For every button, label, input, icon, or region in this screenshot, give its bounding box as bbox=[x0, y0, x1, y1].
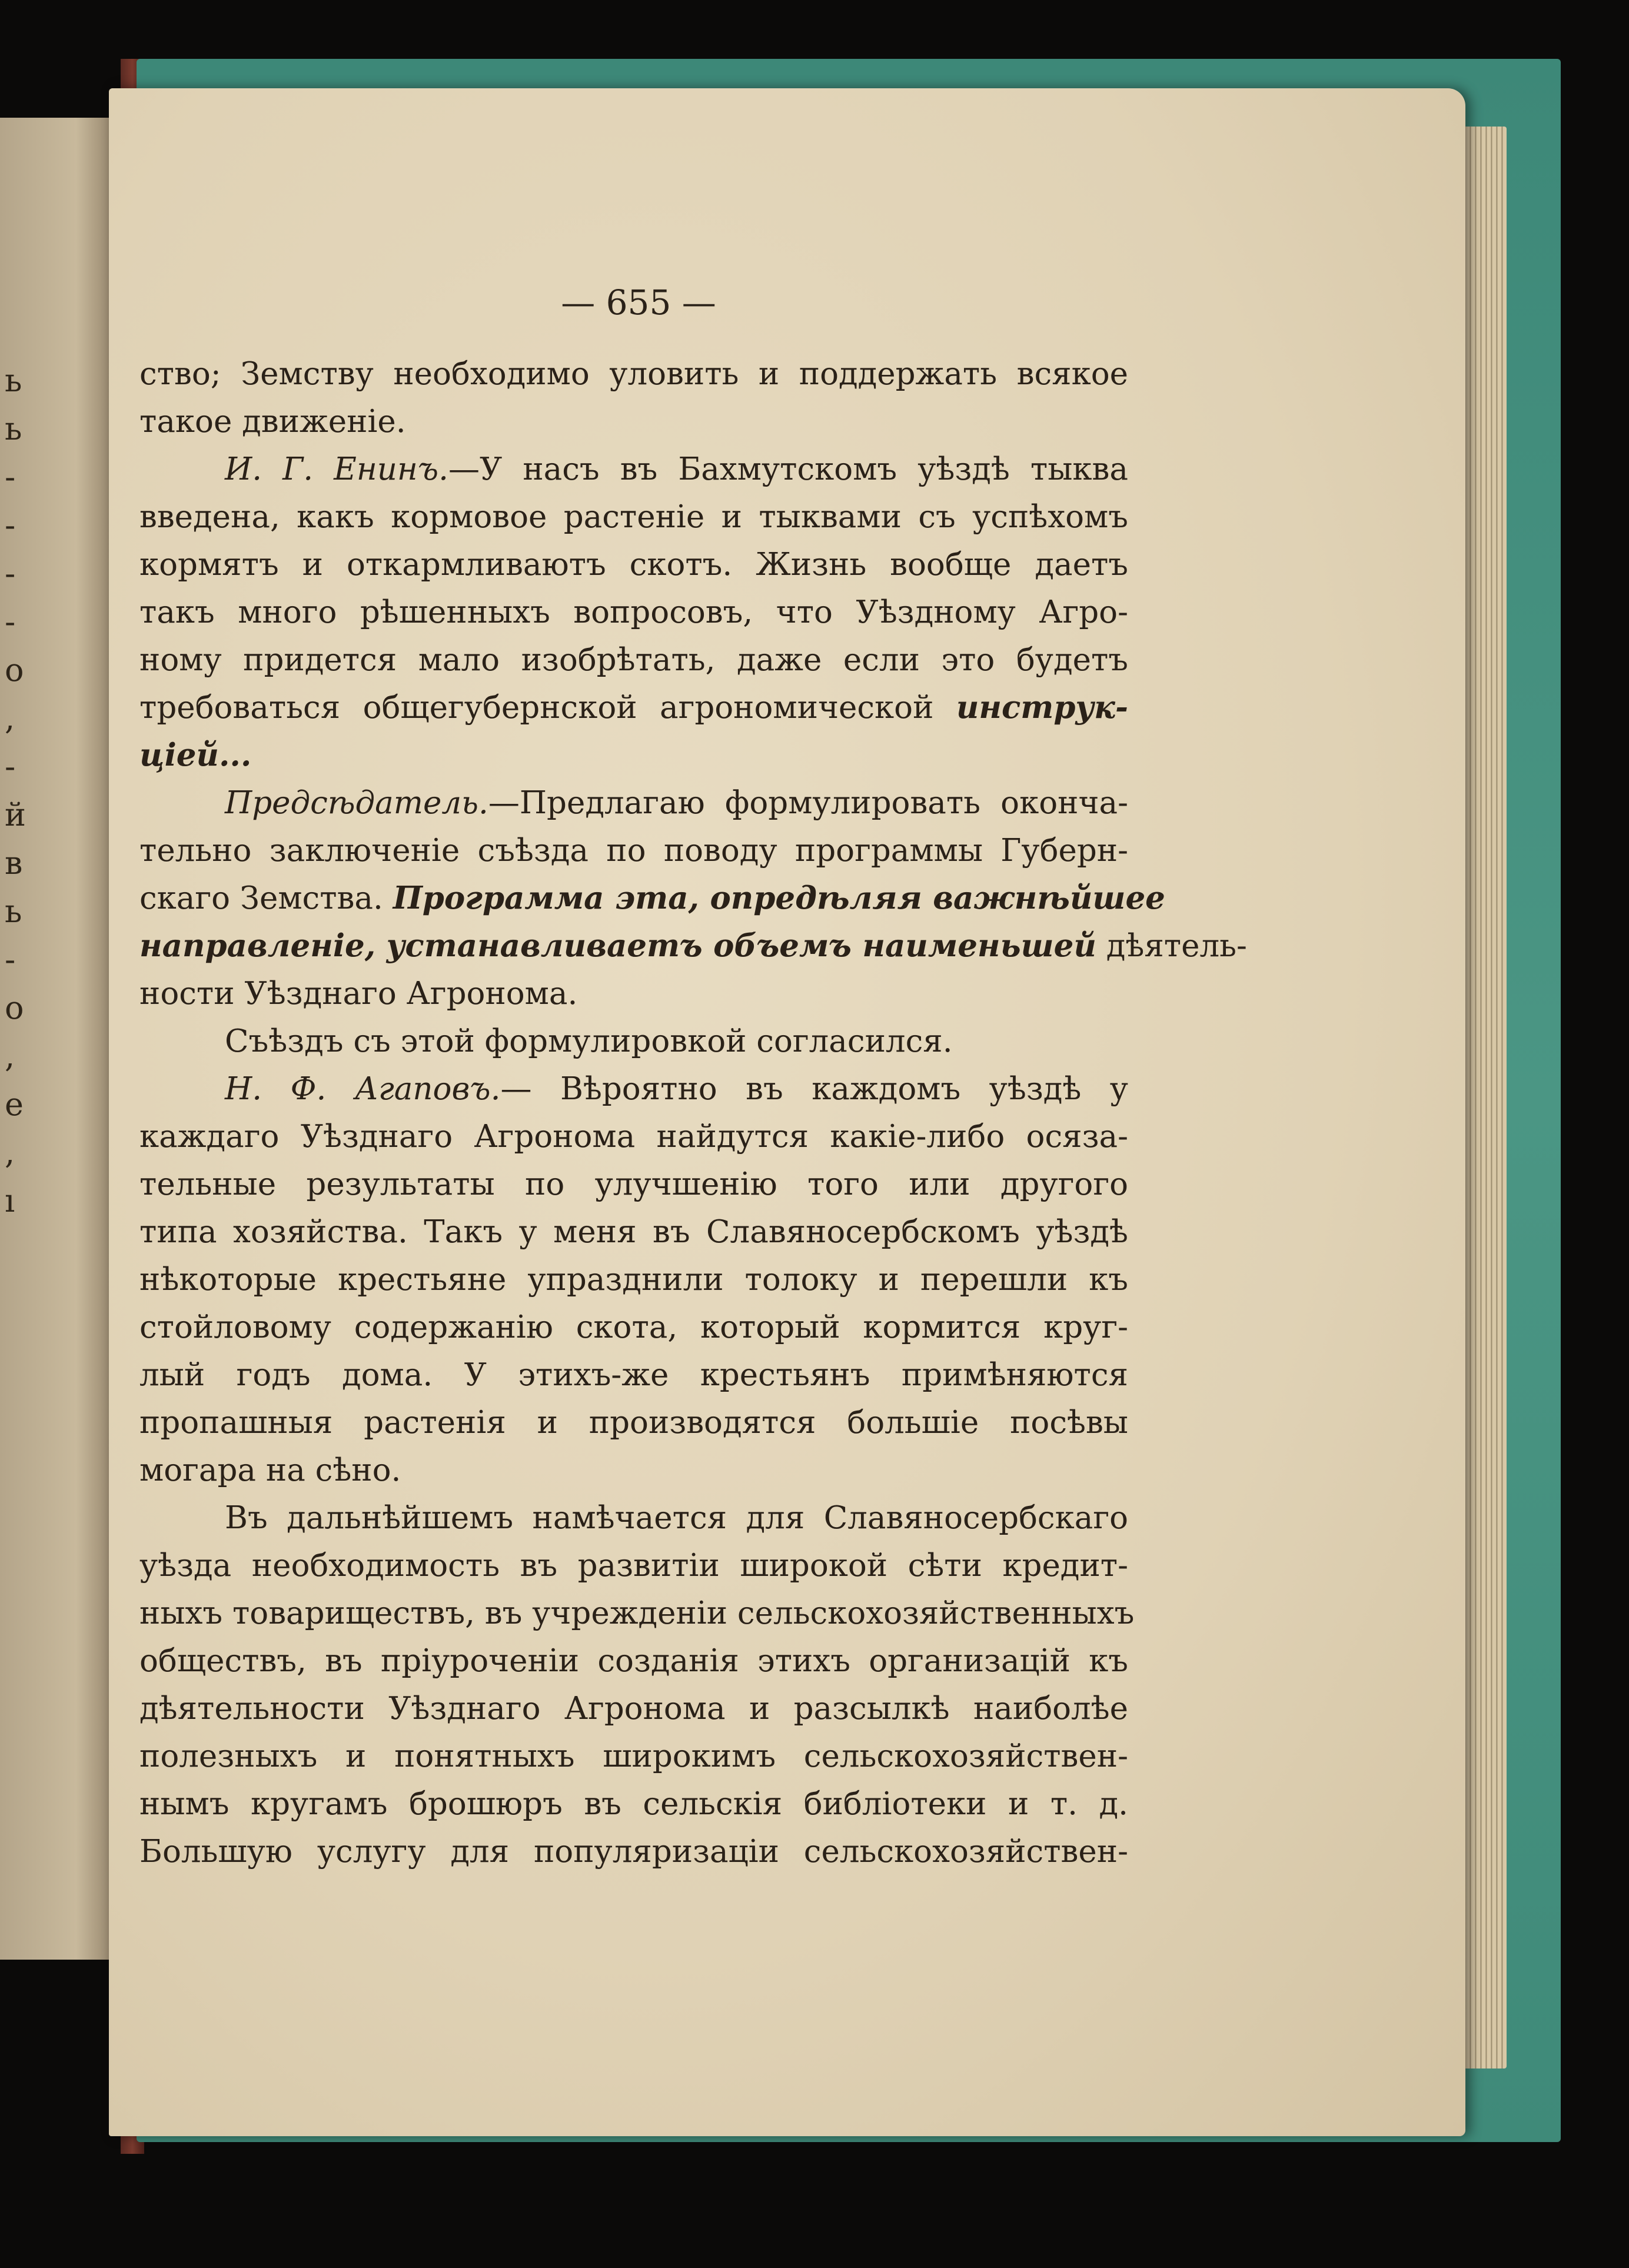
emphasis-segment: Предсѣдатель. bbox=[225, 785, 488, 821]
text-segment: нымъ кругамъ брошюръ въ сельскія библіотеки и т. д. bbox=[139, 1786, 1128, 1822]
text-segment: ности Уѣзднаго Агронома. bbox=[139, 976, 578, 1012]
text-segment: могара на сѣно. bbox=[139, 1452, 401, 1488]
text-line bbox=[139, 398, 1128, 445]
text-segment: Съѣздъ съ этой формулировкой согласился. bbox=[225, 1023, 953, 1059]
text-line bbox=[139, 1160, 1128, 1208]
text-segment: такъ много рѣшенныхъ вопросовъ, что Уѣздному Агро- bbox=[139, 594, 1128, 630]
text-segment: полезныхъ и понятныхъ широкимъ сельскохозяйствен- bbox=[139, 1738, 1128, 1774]
left-page-fragment-char: ь bbox=[5, 893, 22, 930]
emphasis-segment: Н. Ф. Агаповъ. bbox=[225, 1071, 501, 1107]
left-page-fragment-char: ı bbox=[5, 1182, 15, 1219]
text-line bbox=[139, 1732, 1128, 1780]
text-line bbox=[139, 1017, 1128, 1065]
text-segment: — Вѣроятно въ каждомъ уѣздѣ у bbox=[500, 1071, 1128, 1107]
page-number: — 655 — bbox=[561, 282, 716, 322]
paragraph bbox=[139, 350, 1128, 445]
text-segment: дѣятельности Уѣзднаго Агронома и разсылкѣ наиболѣе bbox=[139, 1691, 1128, 1727]
left-page-fragment-char: - bbox=[5, 941, 16, 978]
text-line bbox=[139, 684, 1128, 731]
left-page-fragment-char: ь bbox=[5, 410, 22, 447]
left-page-fragment-char: , bbox=[5, 1134, 15, 1171]
text-line bbox=[139, 779, 1128, 827]
left-page-fragment-char: , bbox=[5, 1037, 15, 1075]
left-page-fragment-char: - bbox=[5, 603, 16, 640]
paragraph bbox=[139, 1017, 1128, 1065]
text-line bbox=[139, 1065, 1128, 1113]
text-segment: нѣкоторые крестьяне упразднили толоку и перешли къ bbox=[139, 1262, 1128, 1298]
text-line bbox=[139, 541, 1128, 588]
paragraph bbox=[139, 779, 1247, 1017]
left-page-fragment-char: - bbox=[5, 507, 16, 544]
text-segment: тельно заключеніе съѣзда по поводу программы Губерн- bbox=[139, 833, 1128, 869]
emphasis-segment: ціей... bbox=[139, 737, 252, 773]
text-line bbox=[139, 1494, 1128, 1542]
text-line bbox=[139, 827, 1128, 874]
text-line bbox=[139, 1637, 1128, 1685]
paragraph bbox=[139, 445, 1128, 779]
text-line bbox=[139, 1446, 1128, 1494]
text-line bbox=[139, 1351, 1128, 1399]
text-line bbox=[139, 493, 1128, 541]
text-segment: типа хозяйства. Такъ у меня въ Славяносербскомъ уѣздѣ bbox=[139, 1214, 1128, 1250]
left-page-fragment-char: ь bbox=[5, 362, 22, 399]
text-line bbox=[139, 1208, 1128, 1256]
page-text bbox=[139, 350, 1247, 1875]
emphasis-segment: И. Г. Енинъ. bbox=[225, 451, 448, 487]
text-segment: требоваться общегубернской агрономической bbox=[139, 690, 956, 726]
text-segment: ныхъ товариществъ, въ учрежденіи сельскохозяйственныхъ bbox=[139, 1595, 1135, 1631]
paragraph bbox=[139, 1065, 1128, 1494]
left-page-fragment-char: е bbox=[5, 1086, 24, 1123]
text-segment: введена, какъ кормовое растеніе и тыквами съ успѣхомъ bbox=[139, 499, 1128, 535]
text-segment: каждаго Уѣзднаго Агронома найдутся какіе-либо осяза- bbox=[139, 1119, 1128, 1155]
left-page-fragment-char: й bbox=[5, 796, 26, 833]
text-line bbox=[139, 970, 1128, 1017]
left-page-fragment-char: - bbox=[5, 555, 16, 592]
text-segment: скаго Земства. bbox=[139, 880, 393, 916]
text-line bbox=[139, 350, 1128, 398]
text-segment: пропашныя растенія и производятся большіе посѣвы bbox=[139, 1405, 1128, 1441]
text-line bbox=[139, 1399, 1128, 1446]
text-segment: лый годъ дома. У этихъ-же крестьянъ примѣняются bbox=[139, 1357, 1128, 1393]
text-line bbox=[139, 588, 1128, 636]
text-line bbox=[139, 1256, 1128, 1303]
text-segment: Въ дальнѣйшемъ намѣчается для Славяносербскаго bbox=[225, 1500, 1128, 1536]
text-line bbox=[139, 1542, 1128, 1589]
text-segment: —Предлагаю формулировать оконча- bbox=[488, 785, 1128, 821]
text-segment: обществъ, въ пріуроченіи созданія этихъ организацій къ bbox=[139, 1643, 1128, 1679]
emphasis-segment: направленіе, устанавливаетъ объемъ наименьшей bbox=[139, 927, 1096, 964]
text-line bbox=[139, 874, 1165, 922]
text-line bbox=[139, 445, 1128, 493]
left-page-fragment-char: - bbox=[5, 748, 16, 785]
text-segment: уѣзда необходимость въ развитіи широкой сѣти кредит- bbox=[139, 1548, 1128, 1584]
left-page-fragment-char: о bbox=[5, 989, 24, 1026]
text-segment: Большую услугу для популяризаціи сельскохозяйствен- bbox=[139, 1834, 1128, 1870]
text-segment: ство; Земству необходимо уловить и поддержать всякое bbox=[139, 356, 1128, 392]
text-line bbox=[139, 1113, 1128, 1160]
text-segment: —У насъ въ Бахмутскомъ уѣздѣ тыква bbox=[448, 451, 1128, 487]
text-line bbox=[139, 1589, 1135, 1637]
left-page-fragment-char: в bbox=[5, 844, 23, 882]
text-segment: ному придется мало изобрѣтать, даже если это будетъ bbox=[139, 642, 1128, 678]
left-page-fragment-char: - bbox=[5, 458, 16, 495]
left-page-fragment-char: , bbox=[5, 700, 15, 737]
emphasis-segment: Программа эта, опредѣляя важнѣйшее bbox=[393, 880, 1165, 916]
text-segment: кормятъ и откармливаютъ скотъ. Жизнь вообще даетъ bbox=[139, 547, 1128, 583]
book-page bbox=[109, 88, 1465, 2136]
paragraph bbox=[139, 1494, 1135, 1875]
text-segment: тельные результаты по улучшенію того или другого bbox=[139, 1166, 1128, 1202]
text-segment: дѣятель- bbox=[1096, 928, 1247, 964]
text-line bbox=[139, 1685, 1128, 1732]
text-segment: такое движеніе. bbox=[139, 404, 406, 440]
left-page-fragment-char: о bbox=[5, 651, 24, 689]
text-line bbox=[139, 636, 1128, 684]
text-line bbox=[139, 731, 1128, 779]
text-segment: стойловому содержанію скота, который кормится круг- bbox=[139, 1309, 1128, 1345]
emphasis-segment: инструк- bbox=[956, 689, 1128, 726]
text-line bbox=[139, 1303, 1128, 1351]
text-line bbox=[139, 1828, 1128, 1875]
text-line bbox=[139, 922, 1247, 970]
text-line bbox=[139, 1780, 1128, 1828]
